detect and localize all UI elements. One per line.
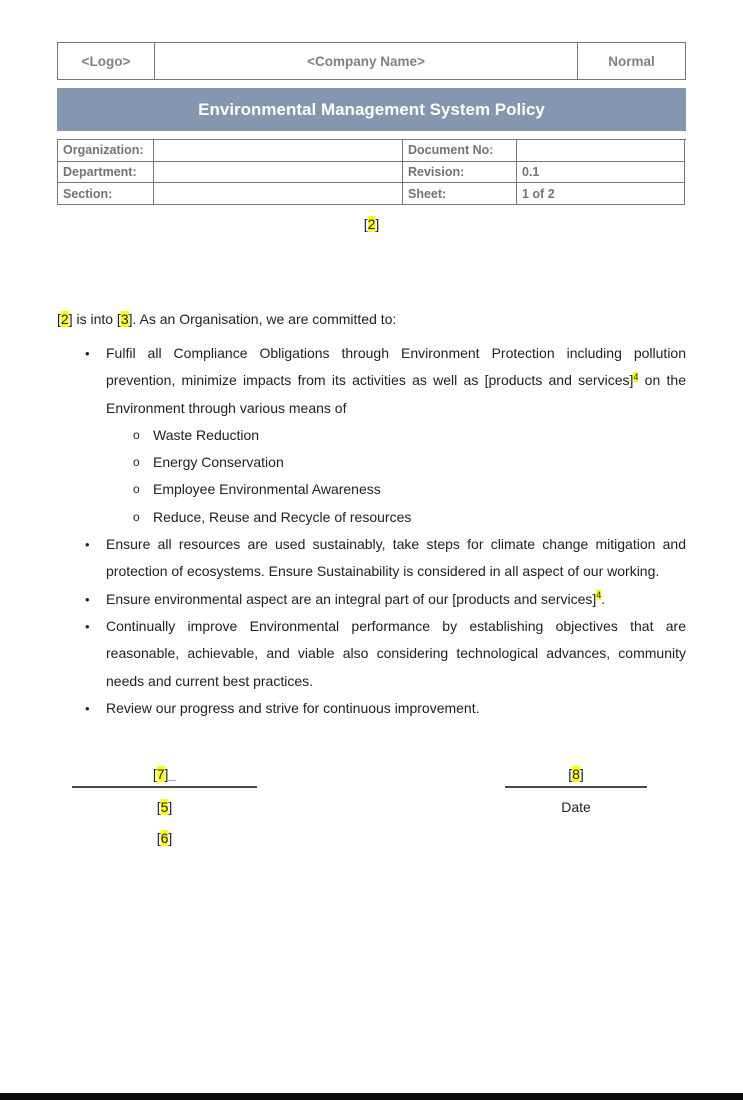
logo-placeholder: <Logo>: [81, 53, 131, 69]
document-no-value: [517, 140, 685, 162]
bullet-icon: •: [85, 618, 90, 634]
title-banner: [57, 88, 686, 131]
list-item: [57, 695, 686, 722]
sub-list-item: [57, 476, 686, 503]
list-item: [57, 586, 686, 613]
organization-value: [154, 140, 403, 162]
revision-label: Revision:: [403, 162, 517, 184]
sub-list-item-text: Reduce, Reuse and Recycle of resources: [153, 508, 412, 525]
revision-value: 0.1: [517, 162, 685, 184]
department-label: Department:: [58, 162, 154, 184]
list-item: [57, 613, 686, 695]
commitments-list: [57, 340, 686, 722]
placeholder-heading: [2]: [363, 216, 380, 232]
company-name-placeholder: <Company Name>: [154, 43, 577, 79]
list-item-text: Review our progress and strive for continuous improvement.: [106, 699, 480, 716]
circle-bullet-icon: o: [133, 482, 140, 497]
sub-list-item: [57, 504, 686, 531]
sub-list-item: [57, 449, 686, 476]
sub-list-item-text: Employee Environmental Awareness: [153, 481, 381, 498]
bullet-icon: •: [85, 537, 90, 553]
list-item-text: Continually improve Environmental performance by establishing objectives that are reasonable, achievable, and viable also considering technological advances, community needs and current best practices.: [106, 617, 686, 689]
section-value: [154, 183, 403, 205]
doc-classification: Normal: [577, 43, 685, 79]
sheet-label: Sheet:: [403, 183, 517, 205]
signature-line-right: [8]: [505, 763, 647, 788]
section-label: Section:: [58, 183, 154, 205]
document-info-table: [57, 139, 686, 205]
list-item: [57, 531, 686, 586]
sub-list-item: [57, 422, 686, 449]
list-item-text: Ensure environmental aspect are an integral part of our [products and services]$^4$.: [106, 590, 606, 607]
bullet-icon: •: [85, 591, 90, 607]
list-item-text: Fulfil all Compliance Obligations through Environment Protection including pollution prevention, minimize impacts from its activities as well as [products and services]$^4$ on the Environment through various means of: [106, 345, 686, 416]
document-title: Environmental Management System Policy: [198, 99, 545, 119]
circle-bullet-icon: o: [133, 455, 140, 470]
sheet-value: 1 of 2: [517, 183, 685, 205]
circle-bullet-icon: o: [133, 427, 140, 442]
date-label: Date: [561, 799, 591, 815]
signature-name-placeholder: [5]: [156, 799, 173, 815]
circle-bullet-icon: o: [133, 509, 140, 524]
sub-list-item-text: Energy Conservation: [153, 454, 284, 471]
list-item-text: Ensure all resources are used sustainably, take steps for climate change mitigation and protection of ecosystems. Ensure Sustainability is considered in all aspect of our working.: [106, 536, 686, 580]
department-value: [154, 162, 403, 184]
sub-list-item-text: Waste Reduction: [153, 426, 260, 443]
bullet-icon: •: [85, 700, 90, 716]
header-table: [57, 42, 686, 80]
signature-line-left: [7]_: [72, 763, 257, 788]
bullet-icon: •: [85, 346, 90, 361]
page-bottom-edge: [0, 1093, 743, 1100]
list-item: [57, 340, 686, 422]
intro-paragraph: [2] is into [3]. As an Organisation, we are committed to:: [57, 311, 397, 327]
organization-label: Organization:: [58, 140, 154, 162]
document-no-label: Document No:: [403, 140, 517, 162]
signature-title-placeholder: [6]: [156, 830, 173, 846]
